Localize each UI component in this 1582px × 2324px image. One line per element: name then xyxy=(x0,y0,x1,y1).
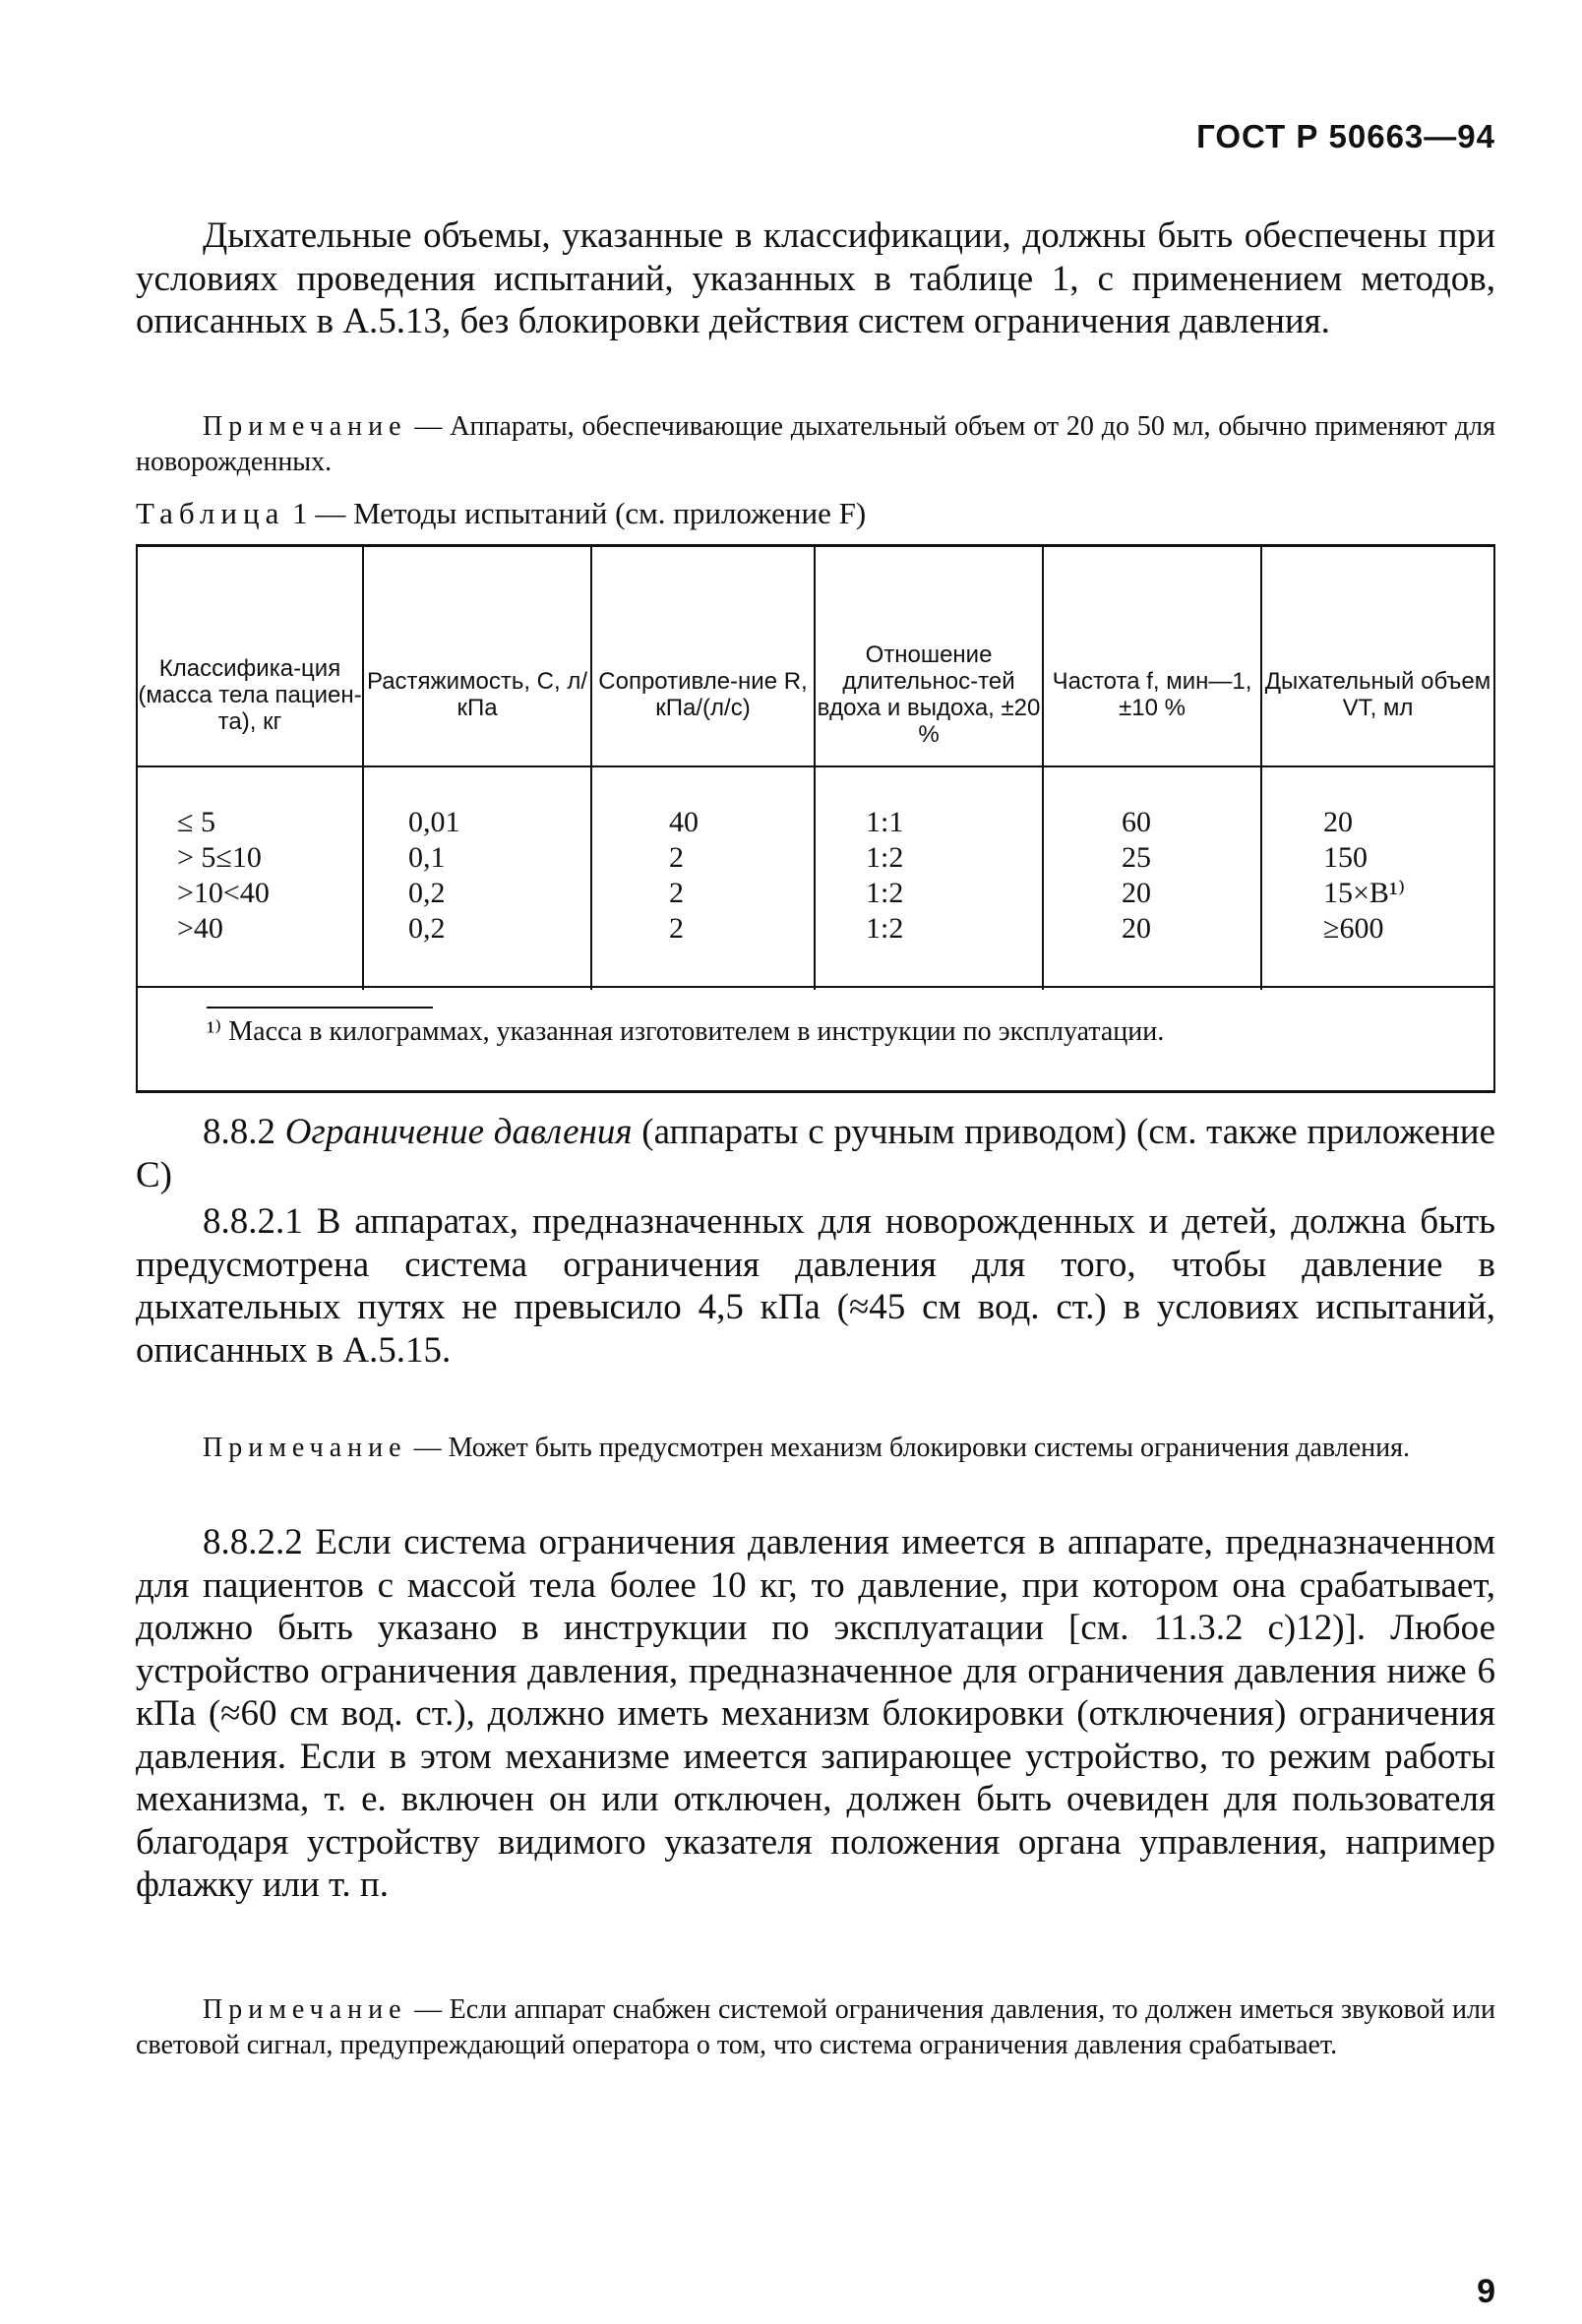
intro-paragraph: Дыхательные объемы, указанные в классификации, должны быть обеспечены при условиях проведения испытаний, указанных в таблице 1, с применением методов, описанных в А.5.13, без блокировки действия систем ограничения давления. xyxy=(136,215,1495,341)
header-frequency: Частота f, мин—1, ±10 % xyxy=(1052,668,1252,721)
note-label: Примечание xyxy=(203,411,407,442)
cell: >40 xyxy=(177,912,223,945)
table-caption-label: Таблица xyxy=(136,496,285,530)
cell: 40 xyxy=(669,806,699,838)
test-methods-table xyxy=(136,544,1495,1093)
cell: 25 xyxy=(1122,841,1151,874)
cell: 0,1 xyxy=(408,841,446,874)
cell: > 5≤10 xyxy=(177,841,262,874)
note-label: Примечание xyxy=(203,1433,407,1463)
table-caption xyxy=(136,494,1495,533)
cell: 20 xyxy=(1122,912,1151,945)
cell: 1:2 xyxy=(866,912,904,945)
header-classification: Классифика-ция (масса тела пациен-та), кг xyxy=(138,654,362,735)
header-compliance: Растяжимость, C, л/кПа xyxy=(366,668,588,721)
cell: 0,01 xyxy=(408,806,460,838)
section-title: Ограничение давления xyxy=(284,1112,633,1152)
footnote-rule xyxy=(207,1007,433,1009)
cell: 20 xyxy=(1122,877,1151,909)
header-tidal-volume: Дыхательный объем VT, мл xyxy=(1264,668,1491,721)
table-footnote: ¹⁾ Масса в килограммах, указанная изготовителем в инструкции по эксплуатации. xyxy=(207,1016,1165,1047)
cell: >10<40 xyxy=(177,877,270,909)
note-label: Примечание xyxy=(203,1994,407,2025)
page-number: 9 xyxy=(1477,2273,1495,2310)
cell: 60 xyxy=(1122,806,1151,838)
cell: 0,2 xyxy=(408,877,446,909)
column-ie-ratio xyxy=(866,805,903,947)
cell: 2 xyxy=(669,912,684,945)
cell: 150 xyxy=(1323,841,1368,874)
section-rest: (аппараты с ручным приводом) (см. также приложение С) xyxy=(136,1112,1496,1195)
section-8-8-2 xyxy=(136,1111,1495,1196)
cell: 1:1 xyxy=(866,806,904,838)
section-8-8-2-1: 8.8.2.1 В аппаратах, предназначенных для новорожденных и детей, должна быть предусмотрена система ограничения давления для того, чтобы давление в дыхательных путях не превысило 4,5 кПа (≈45 см вод. ст.) в условиях испытаний, описанных в А.5.15. xyxy=(136,1201,1495,1371)
column-tidal-volume xyxy=(1323,805,1405,947)
section-8-8-2-2: 8.8.2.2 Если система ограничения давления имеется в аппарате, предназначенном для пациентов с массой тела более 10 кг, то давление, при котором она срабатывает, должно быть указано в инструкции по эксплуатации [см. 11.3.2 с)12)]. Любое устройство ограничения давления, предназначенное для ограничения давления ниже 6 кПа (≈60 см вод. ст.), должно иметь механизм блокировки (отключения) ограничения давления. Если в этом механизме имеется запирающее устройство, то режим работы механизма, т. е. включен он или отключен, должен быть очевиден для пользователя благодаря устройству видимого указателя положения органа управления, например флажку или т. п. xyxy=(136,1522,1495,1905)
header-resistance: Сопротивле-ние R, кПа/(л/с) xyxy=(598,668,808,721)
note-alarm-signal xyxy=(136,1992,1495,2063)
cell: ≥600 xyxy=(1323,912,1384,945)
cell: 0,2 xyxy=(408,912,446,945)
table-caption-text: 1 — Методы испытаний (см. приложение F) xyxy=(284,496,867,530)
table-body-rule xyxy=(138,986,1493,988)
column-frequency xyxy=(1122,805,1151,947)
cell: ≤ 5 xyxy=(177,806,215,838)
cell: 2 xyxy=(669,877,684,909)
column-classification xyxy=(177,805,270,947)
cell: 15×B¹⁾ xyxy=(1323,877,1406,909)
cell: 2 xyxy=(669,841,684,874)
note-blocking-mechanism xyxy=(136,1431,1495,1466)
cell: 1:2 xyxy=(866,841,904,874)
column-resistance xyxy=(669,805,699,947)
note-text: — Если аппарат снабжен системой ограничения давления, то должен иметься звуковой или световой сигнал, предупреждающий оператора о том, что система ограничения давления срабатывает. xyxy=(136,1994,1495,2060)
column-compliance xyxy=(408,805,460,947)
header-ie-ratio: Отношение длительнос-тей вдоха и выдоха, ±20 % xyxy=(817,642,1041,748)
document-header: ГОСТ Р 50663—94 xyxy=(1196,118,1495,154)
note-newborn-volume xyxy=(136,409,1495,480)
note-text: — Аппараты, обеспечивающие дыхательный объем от 20 до 50 мл, обычно применяют для новорожденных. xyxy=(136,411,1495,477)
cell: 1:2 xyxy=(866,877,904,909)
cell: 20 xyxy=(1323,806,1353,838)
note-text: — Может быть предусмотрен механизм блокировки системы ограничения давления. xyxy=(406,1433,1410,1463)
section-number: 8.8.2 xyxy=(203,1112,275,1152)
